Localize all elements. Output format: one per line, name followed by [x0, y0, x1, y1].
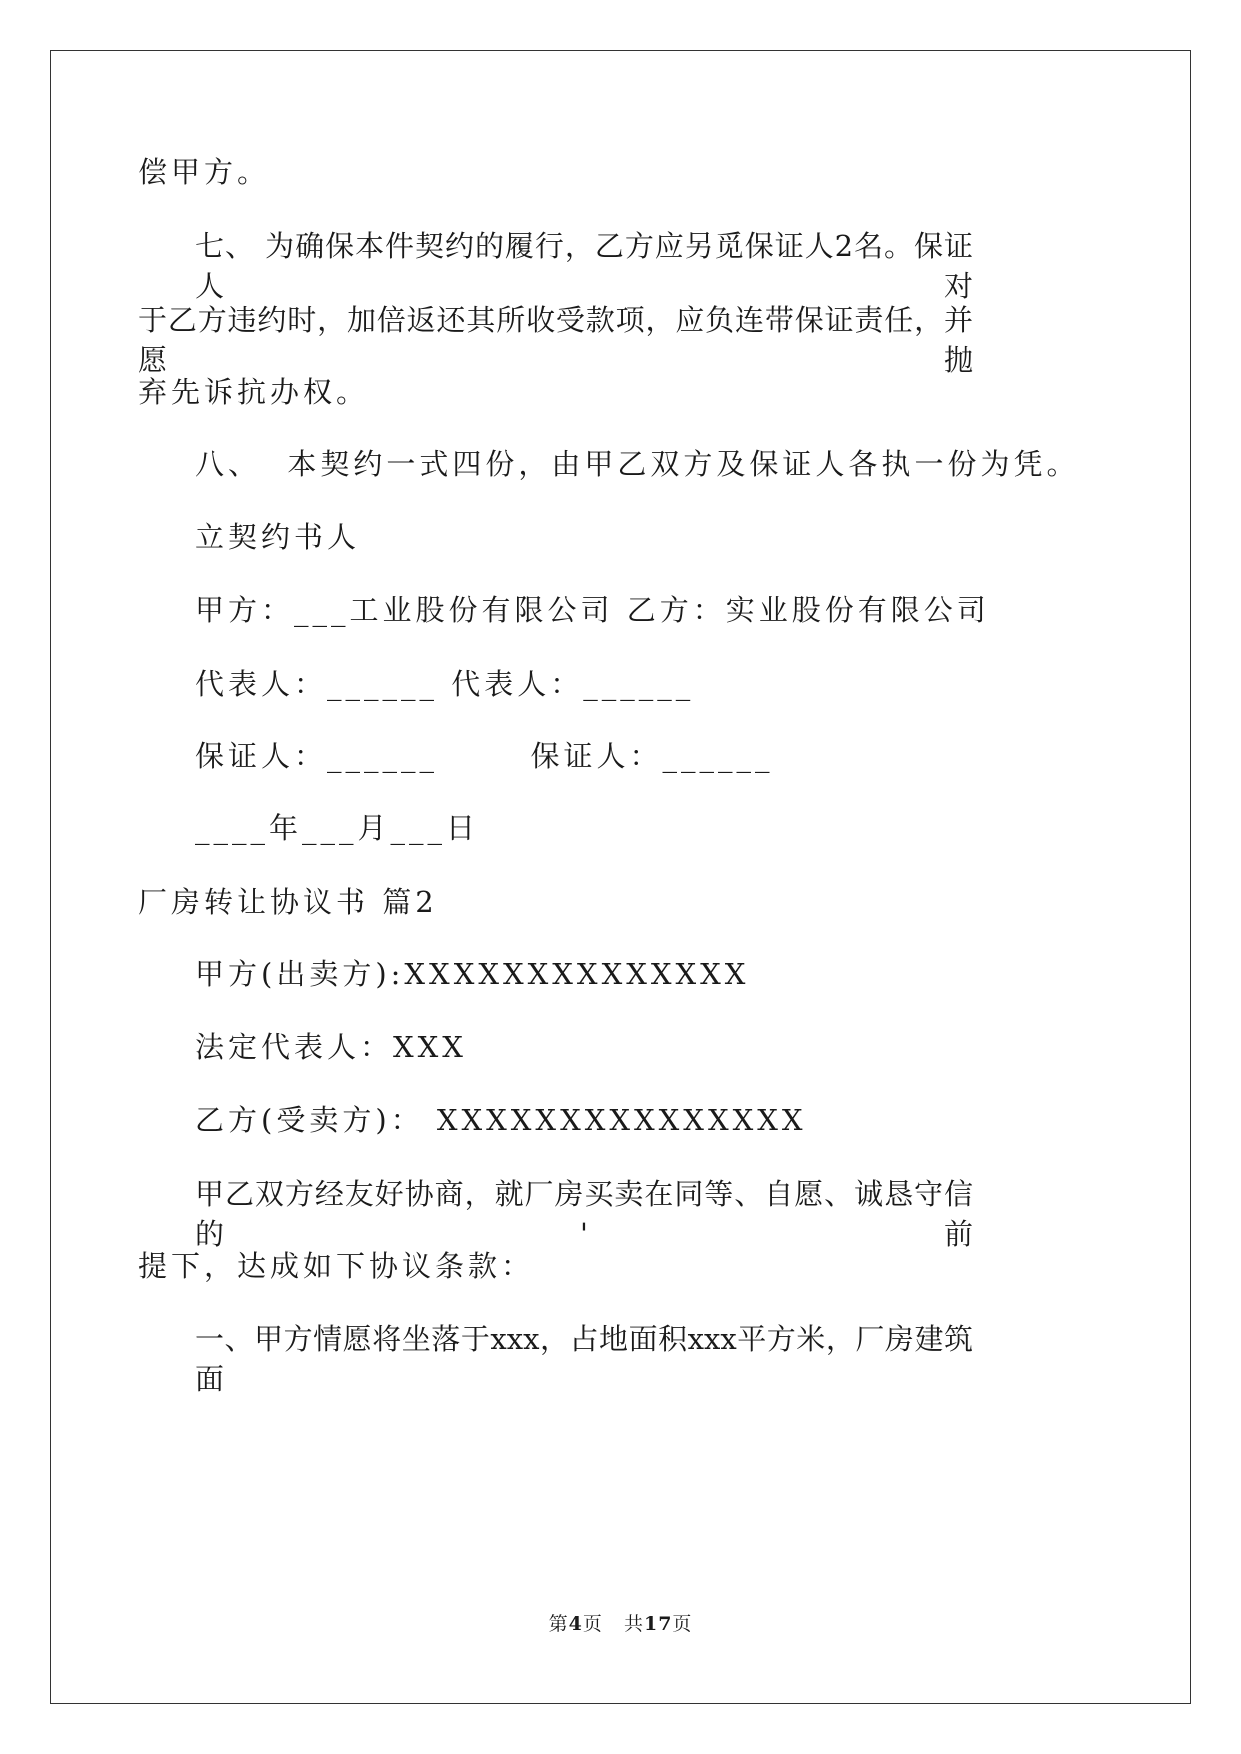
text-line-3: 于乙方违约时，加倍返还其所收受款项，应负连带保证责任，并愿抛 [138, 303, 973, 377]
text-line-17: 一、甲方情愿将坐落于xxx，占地面积xxx平方米，厂房建筑面 [195, 1322, 973, 1396]
text-line-8: 代表人：______ 代表人：______ [195, 667, 695, 701]
text-line-2: 七、 为确保本件契约的履行，乙方应另觅保证人2名。保证人对 [195, 229, 973, 303]
text-line-1: 偿甲方。 [138, 155, 271, 189]
text-line-6: 立契约书人 [195, 520, 361, 554]
text-line-12: 甲方(出卖方):XXXXXXXXXXXXXX [195, 957, 750, 991]
text-line-9: 保证人：______ 保证人：______ [195, 739, 774, 773]
page-number: 4 [568, 1613, 583, 1635]
page-suffix: 页 [582, 1613, 603, 1635]
text-line-14: 乙方(受卖方)： XXXXXXXXXXXXXXX [195, 1103, 807, 1137]
page-footer [0, 1612, 1241, 1636]
text-line-16: 提下，达成如下协议条款： [138, 1249, 535, 1283]
section-heading: 厂房转让协议书 篇2 [138, 885, 438, 919]
page-prefix: 第 [548, 1613, 569, 1635]
text-line-7: 甲方：___工业股份有限公司 乙方：实业股份有限公司 [195, 593, 990, 627]
total-suffix: 页 [672, 1613, 693, 1635]
text-line-13: 法定代表人：XXX [195, 1030, 467, 1064]
text-line-15: 甲乙双方经友好协商，就厂房买卖在同等、自愿、诚恳守信的'前 [195, 1177, 973, 1251]
text-line-5: 八、 本契约一式四份，由甲乙双方及保证人各执一份为凭。 [195, 447, 1080, 481]
text-line-4: 弃先诉抗办权。 [138, 375, 370, 409]
text-line-10: ____年___月___日 [195, 811, 480, 845]
total-pages: 17 [643, 1613, 673, 1635]
total-prefix: 共 [623, 1613, 644, 1635]
